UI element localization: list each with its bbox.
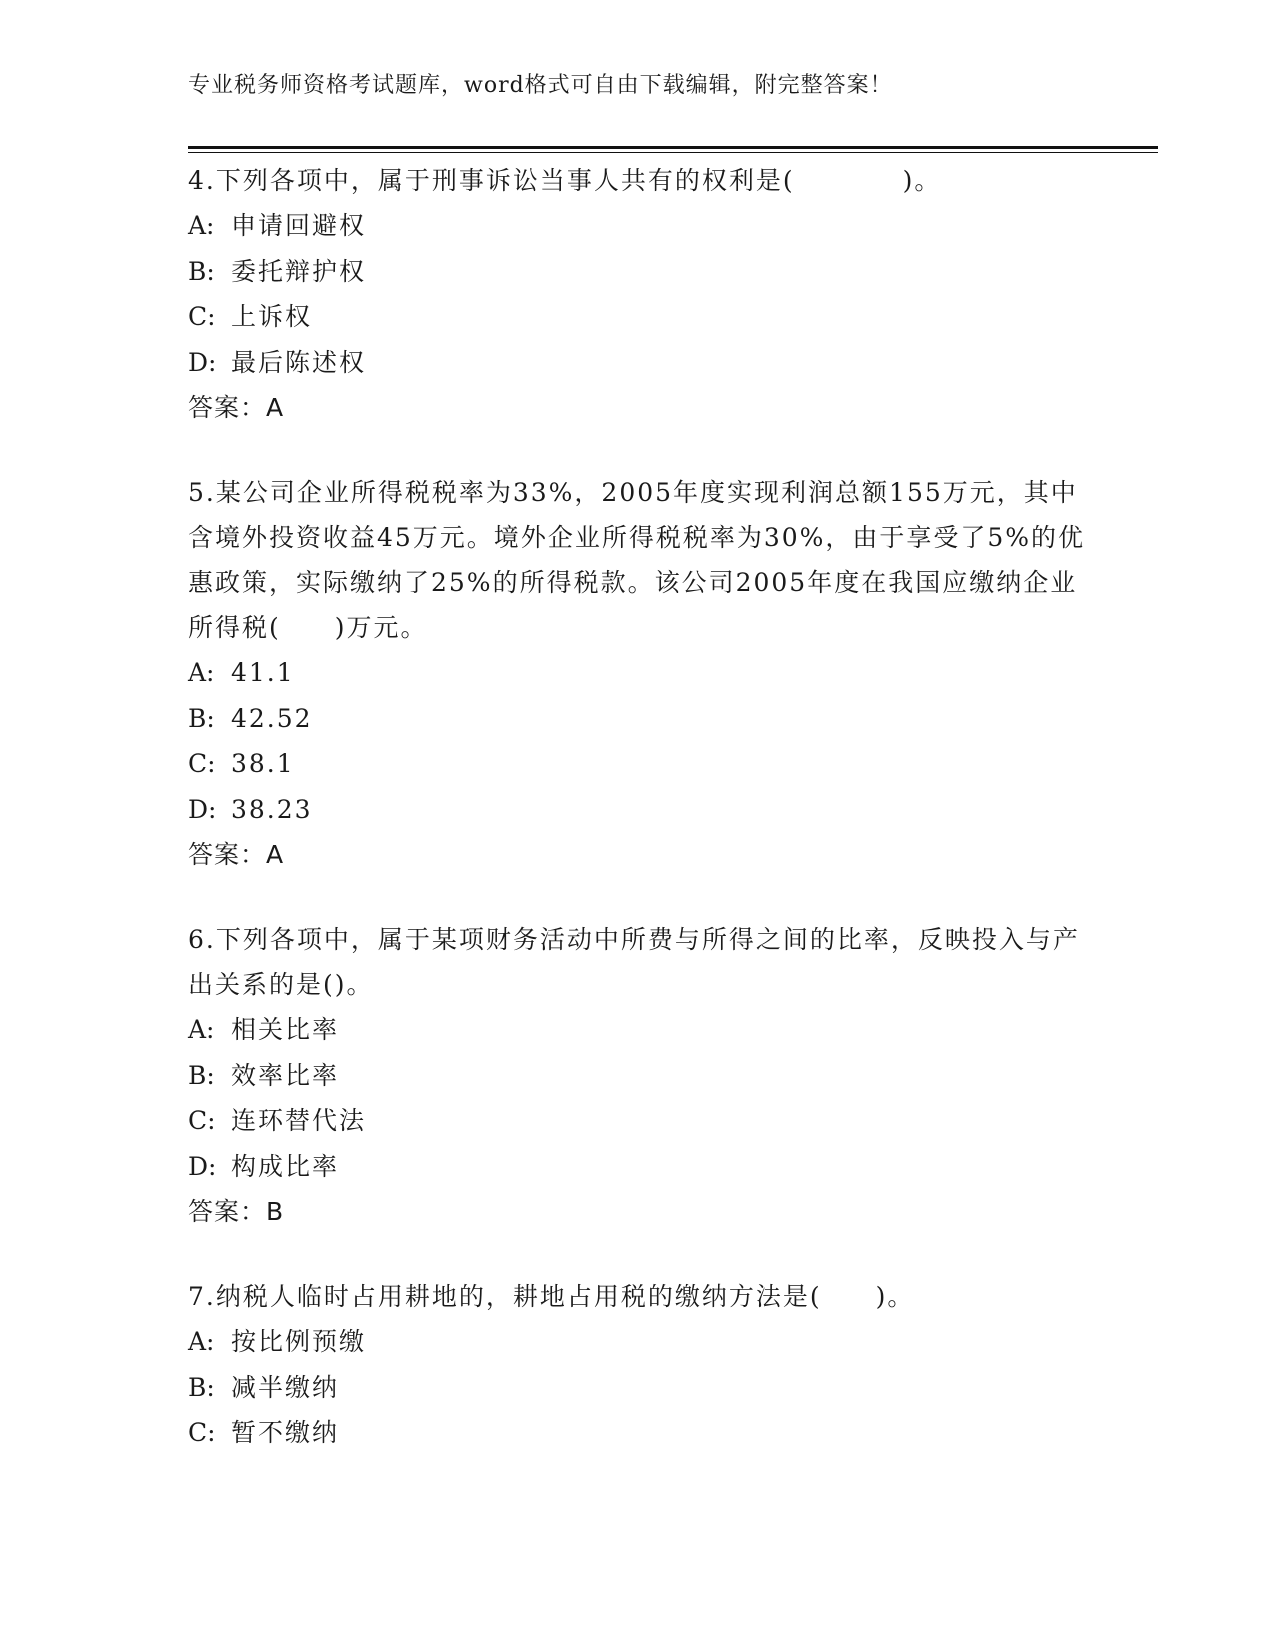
option-text: 暂不缴纳 [231,1418,340,1447]
option-list [188,650,1088,832]
option-c [188,1098,1088,1144]
option-text: 38.1 [231,749,295,778]
answer-line: 答案：A [188,393,285,422]
option-letter: C: [188,749,216,778]
option-text: 按比例预缴 [231,1327,367,1356]
option-list [188,203,1088,385]
option-letter: D: [188,794,217,824]
option-c [188,294,1088,340]
option-a [188,203,1088,249]
question-7 [188,1274,1088,1456]
question-6 [188,917,1088,1234]
option-letter: C: [188,1106,216,1135]
option-list [188,1319,1088,1456]
question-text: 4.下列各项中，属于刑事诉讼当事人共有的权利是( )。 [188,166,942,195]
option-d [188,787,1088,833]
option-letter: A: [188,1327,215,1356]
option-text: 42.52 [231,703,313,733]
option-letter: B: [188,703,215,733]
header-divider-thin [188,152,1158,153]
answer-line: 答案：B [188,1197,285,1226]
header-divider-thick [188,146,1158,149]
option-a [188,1319,1088,1365]
option-list [188,1007,1088,1189]
option-text: 相关比率 [231,1015,340,1044]
option-letter: B: [188,256,215,286]
option-text: 38.23 [231,794,313,824]
option-a [188,1007,1088,1053]
option-letter: A: [188,658,215,687]
option-text: 减半缴纳 [231,1372,340,1402]
option-letter: C: [188,1418,216,1447]
question-4 [188,158,1088,430]
question-text: 5.某公司企业所得税税率为33%，2005年度实现利润总额155万元，其中含境外投资收益45万元。境外企业所得税税率为30%，由于享受了5%的优惠政策，实际缴纳了25%的所得税款。该公司2005年度在我国应缴纳企业所得税( )万元。 [188,478,1086,642]
option-b [188,1365,1088,1411]
option-text: 效率比率 [231,1060,340,1090]
option-letter: B: [188,1060,215,1090]
option-d [188,340,1088,386]
option-text: 构成比率 [231,1151,340,1181]
option-text: 委托辩护权 [231,256,367,286]
option-letter: C: [188,302,216,331]
question-text: 6.下列各项中，属于某项财务活动中所费与所得之间的比率，反映投入与产出关系的是()。 [188,925,1080,999]
question-text: 7.纳税人临时占用耕地的，耕地占用税的缴纳方法是( )。 [188,1282,915,1311]
option-text: 上诉权 [231,302,313,331]
option-text: 连环替代法 [231,1106,367,1135]
option-b [188,696,1088,742]
question-list [188,158,1088,1496]
question-5 [188,470,1088,877]
option-d [188,1144,1088,1190]
option-text: 申请回避权 [231,211,367,240]
answer-line: 答案：A [188,840,285,869]
option-letter: D: [188,1151,217,1181]
option-text: 最后陈述权 [231,347,367,377]
option-b [188,249,1088,295]
page-header: 专业税务师资格考试题库，word格式可自由下载编辑，附完整答案！ [188,73,893,98]
option-b [188,1053,1088,1099]
option-letter: D: [188,347,217,377]
option-a [188,650,1088,696]
option-letter: A: [188,211,215,240]
option-text: 41.1 [231,658,295,687]
option-c [188,1410,1088,1456]
option-c [188,741,1088,787]
option-letter: B: [188,1372,215,1402]
option-letter: A: [188,1015,215,1044]
